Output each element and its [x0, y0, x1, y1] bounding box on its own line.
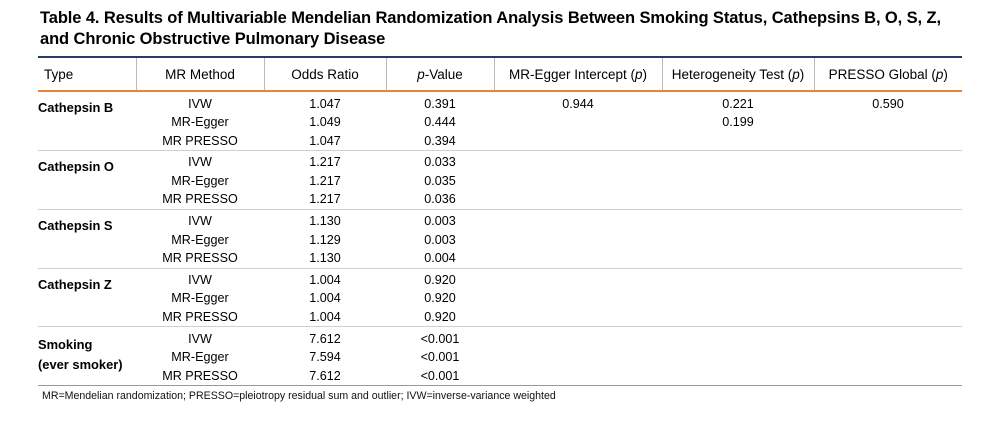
cell-egger-intercept [494, 172, 662, 191]
cell-p-value: 0.444 [424, 115, 456, 130]
table-row [38, 230, 962, 249]
cell-presso-global [814, 249, 962, 268]
group-label-line1: Smoking [38, 337, 93, 353]
column-header-heterogeneity: Heterogeneity Test (p) [662, 58, 814, 91]
cell-odds-ratio: 1.004 [309, 291, 341, 306]
cell-method: IVW [136, 327, 264, 348]
cell-odds-ratio: 1.217 [264, 151, 386, 172]
cell-heterogeneity: 0.221 [722, 96, 754, 111]
cell-odds-ratio: 1.130 [309, 251, 341, 266]
cell-egger-intercept [494, 113, 662, 132]
cell-odds-ratio: 1.004 [309, 310, 341, 325]
cell-presso-global [814, 209, 962, 230]
table-row [38, 113, 962, 132]
column-header-p-value: p-Value [386, 58, 494, 91]
table-title: Table 4. Results of Multivariable Mendelian Randomization Analysis Between Smoking Status, Cathepsins B, O, S, Z, and Chronic Obstructive Pulmonary Disease [40, 9, 941, 49]
column-header-mr-method: MR Method [136, 58, 264, 91]
table-row [38, 348, 962, 367]
cell-odds-ratio: 1.047 [309, 96, 341, 111]
header-row [38, 58, 962, 91]
cell-method: MR PRESSO [162, 192, 238, 207]
cell-heterogeneity: 0.199 [722, 115, 754, 130]
cell-method: MR-Egger [171, 350, 229, 365]
cell-egger-intercept [494, 131, 662, 150]
cell-odds-ratio: 1.217 [309, 192, 341, 207]
cell-heterogeneity [662, 209, 814, 230]
table-row [38, 308, 962, 327]
cell-p-value: 0.003 [386, 209, 494, 230]
group-label: Cathepsin S [38, 209, 136, 268]
cell-heterogeneity [662, 289, 814, 308]
cell-presso-global [814, 113, 962, 132]
cell-p-value: <0.001 [420, 368, 460, 383]
column-header-presso-global: PRESSO Global (p) [814, 58, 962, 91]
cell-p-value: 0.036 [424, 192, 456, 207]
cell-odds-ratio: 1.217 [309, 173, 341, 188]
cell-odds-ratio: 1.049 [309, 115, 341, 130]
cell-presso-global [814, 289, 962, 308]
cell-p-value: 0.003 [424, 232, 456, 247]
cell-method: MR PRESSO [162, 368, 238, 383]
cell-p-value: 0.004 [424, 251, 456, 266]
cell-p-value: 0.394 [424, 133, 456, 148]
cell-method: MR PRESSO [162, 251, 238, 266]
cell-egger-intercept [494, 209, 662, 230]
cell-p-value: 0.920 [424, 310, 456, 325]
cell-heterogeneity [662, 172, 814, 191]
table-row [38, 209, 962, 230]
group-label [38, 327, 136, 385]
table-row [38, 151, 962, 172]
cell-heterogeneity [662, 249, 814, 268]
cell-p-value: 0.033 [386, 151, 494, 172]
cell-presso-global [814, 327, 962, 348]
table-container [38, 6, 962, 404]
column-header-type: Type [38, 58, 136, 91]
cell-p-value: <0.001 [386, 327, 494, 348]
cell-heterogeneity [662, 308, 814, 327]
table-row [38, 131, 962, 150]
cell-presso-global [814, 268, 962, 289]
cell-egger-intercept [494, 367, 662, 386]
cell-presso-global [814, 230, 962, 249]
cell-method: MR-Egger [171, 115, 229, 130]
cell-method: MR PRESSO [162, 310, 238, 325]
cell-egger-intercept [494, 230, 662, 249]
table-footnote: MR=Mendelian randomization; PRESSO=pleiotropy residual sum and outlier; IVW=inverse-variance weighted [42, 390, 556, 403]
group-label-line2: (ever smoker) [38, 357, 123, 373]
cell-presso-global [814, 151, 962, 172]
cell-heterogeneity [662, 151, 814, 172]
cell-method: MR-Egger [171, 291, 229, 306]
cell-presso-global [814, 308, 962, 327]
cell-method: IVW [136, 151, 264, 172]
cell-heterogeneity [662, 230, 814, 249]
cell-presso-global [814, 348, 962, 367]
cell-egger-intercept [494, 151, 662, 172]
cell-method: MR-Egger [171, 232, 229, 247]
cell-egger-intercept [494, 327, 662, 348]
cell-heterogeneity [662, 190, 814, 209]
cell-heterogeneity [662, 348, 814, 367]
cell-presso-global [814, 367, 962, 386]
table-row [38, 289, 962, 308]
table-row [38, 172, 962, 191]
table-row [38, 367, 962, 386]
cell-heterogeneity [662, 131, 814, 150]
results-table [38, 58, 962, 385]
group-label: Cathepsin O [38, 151, 136, 210]
table-row [38, 327, 962, 348]
cell-odds-ratio: 7.612 [264, 327, 386, 348]
cell-odds-ratio: 7.594 [309, 350, 341, 365]
cell-egger-intercept: 0.944 [562, 96, 594, 111]
group-label: Cathepsin Z [38, 268, 136, 327]
table-row [38, 190, 962, 209]
cell-heterogeneity [662, 327, 814, 348]
table-row [38, 268, 962, 289]
cell-odds-ratio: 1.047 [309, 133, 341, 148]
table-row [38, 91, 962, 113]
cell-egger-intercept [494, 190, 662, 209]
cell-method: MR-Egger [171, 173, 229, 188]
cell-method: MR PRESSO [162, 133, 238, 148]
cell-presso-global [814, 172, 962, 191]
cell-odds-ratio: 7.612 [309, 368, 341, 383]
cell-odds-ratio: 1.129 [309, 232, 341, 247]
cell-heterogeneity [662, 367, 814, 386]
cell-egger-intercept [494, 348, 662, 367]
cell-method: IVW [188, 96, 212, 111]
cell-presso-global [814, 131, 962, 150]
table-body [38, 91, 962, 385]
cell-p-value: 0.391 [424, 96, 456, 111]
column-header-egger-intercept: MR-Egger Intercept (p) [494, 58, 662, 91]
cell-egger-intercept [494, 268, 662, 289]
cell-egger-intercept [494, 308, 662, 327]
cell-presso-global: 0.590 [872, 96, 904, 111]
cell-p-value: <0.001 [420, 350, 460, 365]
column-header-odds-ratio: Odds Ratio [264, 58, 386, 91]
cell-method: IVW [136, 268, 264, 289]
cell-p-value: 0.035 [424, 173, 456, 188]
cell-presso-global [814, 190, 962, 209]
table-head [38, 58, 962, 91]
cell-p-value: 0.920 [386, 268, 494, 289]
cell-p-value: 0.920 [424, 291, 456, 306]
cell-egger-intercept [494, 249, 662, 268]
cell-odds-ratio: 1.130 [264, 209, 386, 230]
group-label: Cathepsin B [38, 100, 114, 116]
cell-heterogeneity [662, 268, 814, 289]
table-row [38, 249, 962, 268]
cell-egger-intercept [494, 289, 662, 308]
cell-odds-ratio: 1.004 [264, 268, 386, 289]
cell-method: IVW [136, 209, 264, 230]
